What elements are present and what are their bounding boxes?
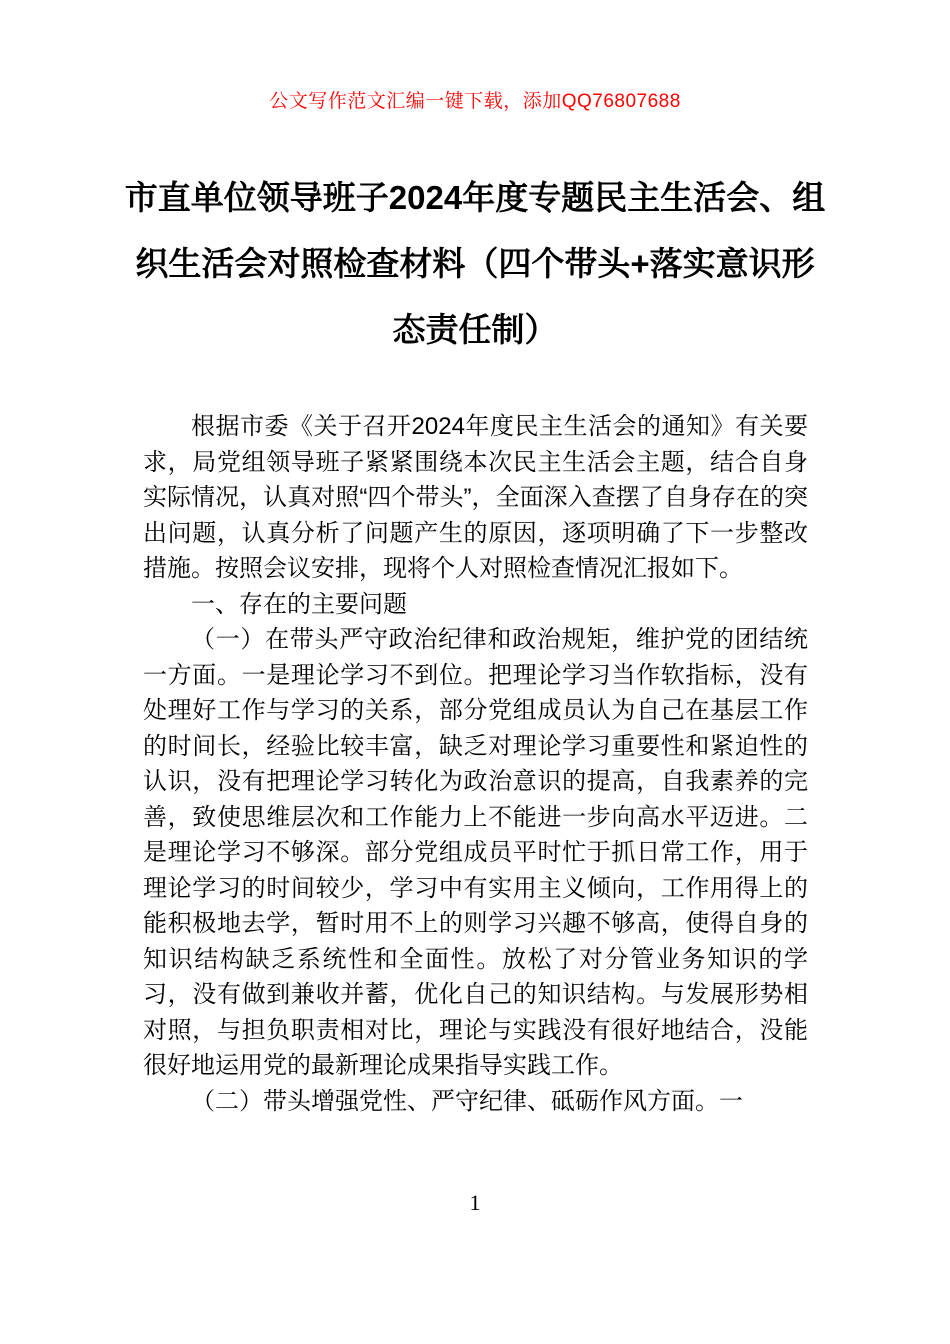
- promo-banner: 公文写作范文汇编一键下载，添加QQ76807688: [269, 91, 681, 112]
- document-body: [143, 409, 808, 1119]
- paragraph-intro: 根据市委《关于召开2024年度民主生活会的通知》有关要求，局党组领导班子紧紧围绕本次民主生活会主题，结合自身实际情况，认真对照“四个带头”，全面深入查摆了自身存在的突出问题，认真分析了问题产生的原因，逐项明确了下一步整改措施。按照会议安排，现将个人对照检查情况汇报如下。: [143, 413, 808, 582]
- paragraph-section-one: （一）在带头严守政治纪律和政治规矩，维护党的团结统一方面。一是理论学习不到位。把理论学习当作软指标，没有处理好工作与学习的关系，部分党组成员认为自己在基层工作的时间长，经验比较丰富，缺乏对理论学习重要性和紧迫性的认识，没有把理论学习转化为政治意识的提高，自我素养的完善，致使思维层次和工作能力上不能进一步向高水平迈进。二是理论学习不够深。部分党组成员平时忙于抓日常工作，用于理论学习的时间较少，学习中有实用主义倾向，工作用得上的能积极地去学，暂时用不上的则学习兴趣不够高，使得自身的知识结构缺乏系统性和全面性。放松了对分管业务知识的学习，没有做到兼收并蓄，优化自己的知识结构。与发展形势相对照，与担负职责相对比，理论与实践没有很好地结合，没能很好地运用党的最新理论成果指导实践工作。: [143, 626, 808, 1079]
- section-heading-main-problems: 一、存在的主要问题: [191, 590, 407, 618]
- page-number: 1: [469, 1190, 481, 1215]
- paragraph-section-two: （二）带头增强党性、严守纪律、砥砺作风方面。一: [191, 1087, 743, 1115]
- document-title: 市直单位领导班子2024年度专题民主生活会、组织生活会对照检查材料（四个带头+落实意识形态责任制）: [124, 179, 826, 348]
